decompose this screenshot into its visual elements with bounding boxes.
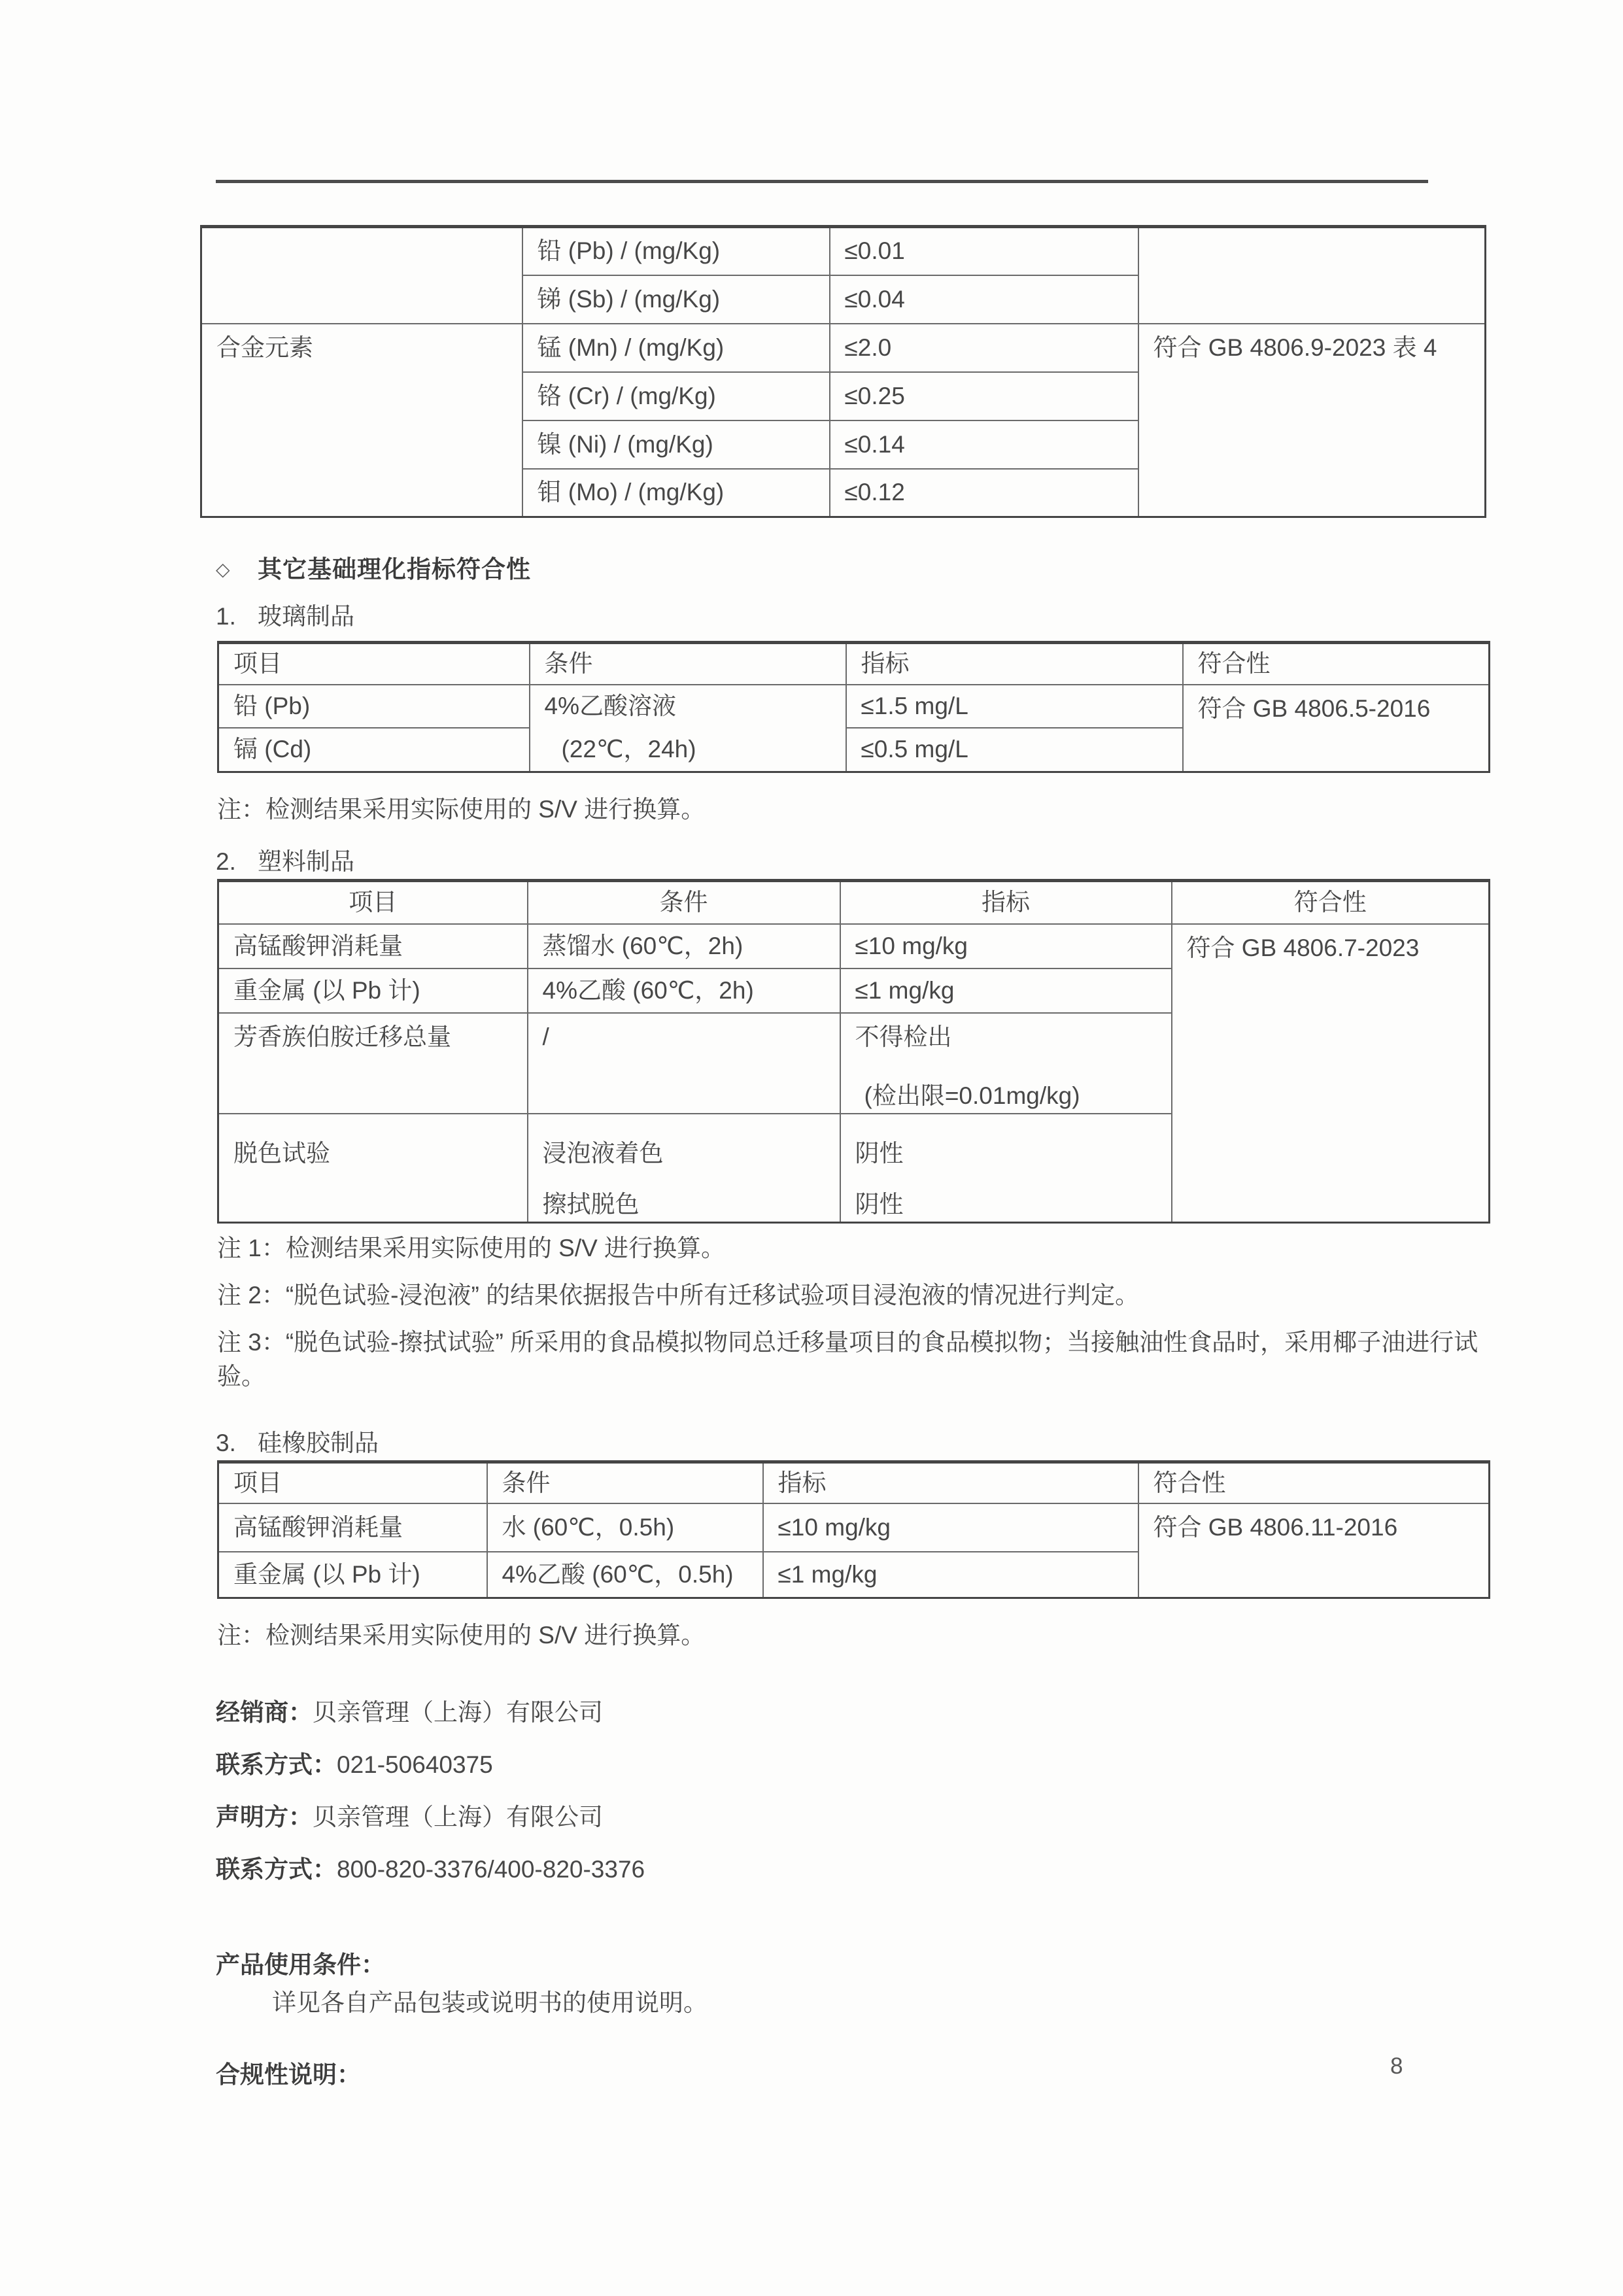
- alloy-compliance-empty-cell: [1138, 227, 1486, 324]
- contact-line: [216, 1853, 1494, 1887]
- table-header-row: [218, 881, 1490, 924]
- declarer-line: [216, 1800, 1494, 1834]
- header-item-cell: 项目: [218, 881, 528, 924]
- compliance-statement-heading: [216, 2058, 1494, 2092]
- plastic-item-cell: 高锰酸钾消耗量: [218, 924, 528, 968]
- glass-limit-cell: ≤1.5 mg/L: [846, 685, 1183, 728]
- condition-line: 4%乙酸溶液: [544, 692, 676, 719]
- alloy-compliance-cell: 符合 GB 4806.9-2023 表 4: [1138, 324, 1486, 517]
- plastic-compliance-cell: 符合 GB 4806.7-2023: [1172, 924, 1490, 1223]
- plastic-item-cell: [218, 1013, 528, 1114]
- alloy-elements-table: [200, 225, 1486, 518]
- silicone-limit-cell: ≤1 mg/kg: [763, 1552, 1138, 1598]
- distributor-value: 贝亲管理（上海）有限公司: [313, 1698, 603, 1726]
- contact-line: [216, 1748, 1494, 1782]
- alloy-group-empty-cell: [201, 227, 522, 324]
- condition-line: 擦拭脱色: [542, 1190, 640, 1218]
- page-content: [200, 0, 1494, 2092]
- section-number: 1.: [216, 603, 236, 630]
- silicone-item-cell: 高锰酸钾消耗量: [218, 1503, 487, 1552]
- plastic-condition-cell: [528, 1114, 840, 1223]
- silicone-note: 注：检测结果采用实际使用的 S/V 进行换算。: [217, 1621, 706, 1649]
- plastic-item-cell: 重金属 (以 Pb 计): [218, 968, 528, 1013]
- header-compliance-cell: 符合性: [1138, 1462, 1490, 1503]
- table-row: [218, 685, 1490, 728]
- limit-line: 阴性: [855, 1190, 904, 1218]
- glass-compliance-cell: 符合 GB 4806.5-2016: [1183, 685, 1490, 772]
- silicone-condition-cell: 4%乙酸 (60℃，0.5h): [487, 1552, 763, 1598]
- item-line: 芳香族伯胺迁移总量: [233, 1023, 451, 1050]
- table-header-row: [218, 643, 1490, 685]
- condition-line: 浸泡液着色: [542, 1139, 664, 1167]
- diamond-bullet-icon: ◇: [216, 559, 230, 579]
- compliance-label: 合规性说明：: [216, 2061, 361, 2088]
- alloy-item-cell: 钼 (Mo) / (mg/Kg): [522, 469, 830, 517]
- declarer-value: 贝亲管理（上海）有限公司: [313, 1803, 603, 1830]
- glass-section-title-line: [216, 600, 1494, 634]
- contact-value: 800-820-3376/400-820-3376: [337, 1855, 645, 1883]
- distributor-label: 经销商：: [216, 1698, 313, 1726]
- condition-line: /: [542, 1023, 549, 1050]
- glass-item-cell: 铅 (Pb): [218, 685, 530, 728]
- alloy-item-cell: 锑 (Sb) / (mg/Kg): [522, 275, 830, 324]
- usage-label: 产品使用条件：: [216, 1951, 385, 1978]
- alloy-item-cell: 锰 (Mn) / (mg/Kg): [522, 324, 830, 372]
- limit-line: (检出限=0.01mg/kg): [864, 1082, 1080, 1109]
- plastic-section-title: 塑料制品: [258, 848, 354, 875]
- alloy-limit-cell: ≤2.0: [830, 324, 1138, 372]
- silicone-products-table: [217, 1460, 1490, 1599]
- header-limit-cell: 指标: [763, 1462, 1138, 1503]
- silicone-section-title: 硅橡胶制品: [258, 1429, 379, 1456]
- glass-note: 注：检测结果采用实际使用的 S/V 进行换算。: [217, 796, 706, 823]
- header-compliance-cell: 符合性: [1183, 643, 1490, 685]
- header-compliance-cell: 符合性: [1172, 881, 1490, 924]
- alloy-group-label-cell: 合金元素: [201, 324, 522, 517]
- table-row: [201, 227, 1486, 275]
- plastic-condition-cell: 4%乙酸 (60℃，2h): [528, 968, 840, 1013]
- contact-label: 联系方式：: [216, 1855, 337, 1883]
- alloy-limit-cell: ≤0.12: [830, 469, 1138, 517]
- alloy-item-cell: 镍 (Ni) / (mg/Kg): [522, 420, 830, 469]
- plastic-products-table: [217, 879, 1490, 1224]
- condition-line: (22℃，24h): [561, 735, 696, 762]
- table-header-row: [218, 1462, 1490, 1503]
- header-condition-cell: 条件: [487, 1462, 763, 1503]
- silicone-condition-cell: 水 (60℃，0.5h): [487, 1503, 763, 1552]
- distributor-line: [216, 1696, 1494, 1730]
- header-limit-cell: 指标: [840, 881, 1172, 924]
- header-condition-cell: 条件: [528, 881, 840, 924]
- alloy-limit-cell: ≤0.04: [830, 275, 1138, 324]
- limit-line: 不得检出: [855, 1023, 952, 1050]
- silicone-compliance-cell: 符合 GB 4806.11-2016: [1138, 1503, 1490, 1598]
- plastic-limit-cell: ≤1 mg/kg: [840, 968, 1172, 1013]
- contact-label: 联系方式：: [216, 1751, 337, 1778]
- glass-products-table: [217, 641, 1490, 773]
- table-row: [201, 324, 1486, 372]
- plastic-section-title-line: [216, 845, 1494, 879]
- plastic-limit-cell: ≤10 mg/kg: [840, 924, 1172, 968]
- alloy-item-cell: 铅 (Pb) / (mg/Kg): [522, 227, 830, 275]
- glass-item-cell: 镉 (Cd): [218, 728, 530, 772]
- limit-line: 阴性: [855, 1139, 904, 1167]
- alloy-limit-cell: ≤0.25: [830, 372, 1138, 420]
- header-item-cell: 项目: [218, 643, 530, 685]
- silicone-limit-cell: ≤10 mg/kg: [763, 1503, 1138, 1552]
- contact-value: 021-50640375: [337, 1751, 493, 1778]
- glass-limit-cell: ≤0.5 mg/L: [846, 728, 1183, 772]
- silicone-section-title-line: [216, 1426, 1494, 1460]
- other-basics-heading-line: [216, 553, 1494, 587]
- alloy-limit-cell: ≤0.01: [830, 227, 1138, 275]
- plastic-note-2: 注 2：“脱色试验-浸泡液” 的结果依据报告中所有迁移试验项目浸泡液的情况进行判定。: [217, 1281, 1140, 1309]
- usage-conditions-heading: [216, 1948, 1494, 1982]
- usage-text: 详见各自产品包装或说明书的使用说明。: [272, 1989, 708, 2016]
- alloy-item-cell: 铬 (Cr) / (mg/Kg): [522, 372, 830, 420]
- header-condition-cell: 条件: [530, 643, 846, 685]
- page-number: 8: [1390, 2053, 1403, 2079]
- header-item-cell: 项目: [218, 1462, 487, 1503]
- plastic-limit-cell: [840, 1114, 1172, 1223]
- glass-section-title: 玻璃制品: [258, 603, 354, 630]
- plastic-condition-cell: 蒸馏水 (60℃，2h): [528, 924, 840, 968]
- glass-condition-cell: [530, 685, 846, 772]
- silicone-item-cell: 重金属 (以 Pb 计): [218, 1552, 487, 1598]
- table-row: [218, 1503, 1490, 1552]
- plastic-note-3: 注 3：“脱色试验-擦拭试验” 所采用的食品模拟物同总迁移量项目的食品模拟物；当接触油性食品时，采用椰子油进行试验。: [217, 1328, 1478, 1390]
- plastic-condition-cell: [528, 1013, 840, 1114]
- plastic-note-1: 注 1：检测结果采用实际使用的 S/V 进行换算。: [217, 1234, 726, 1261]
- section-number: 3.: [216, 1429, 236, 1456]
- section-heading: 其它基础理化指标符合性: [258, 556, 531, 583]
- table-row: [218, 924, 1490, 968]
- declarer-label: 声明方：: [216, 1803, 313, 1830]
- item-line: 脱色试验: [233, 1139, 330, 1167]
- header-divider-rule: [216, 180, 1428, 183]
- plastic-limit-cell: [840, 1013, 1172, 1114]
- section-number: 2.: [216, 848, 236, 875]
- header-limit-cell: 指标: [846, 643, 1183, 685]
- plastic-item-cell: [218, 1114, 528, 1223]
- alloy-limit-cell: ≤0.14: [830, 420, 1138, 469]
